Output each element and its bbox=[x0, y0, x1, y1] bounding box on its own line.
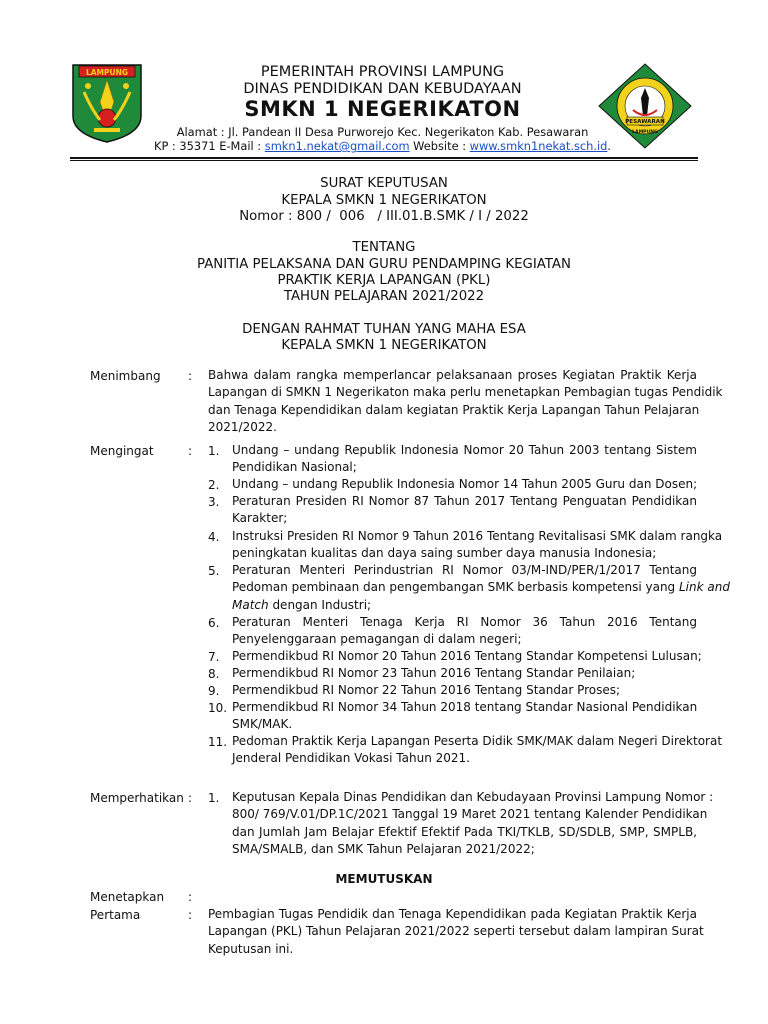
letterhead-school: SMKN 1 NEGERIKATON bbox=[244, 97, 521, 121]
list-number: 8. bbox=[208, 667, 220, 681]
contact-suffix: . bbox=[607, 139, 612, 153]
mengingat-colon: : bbox=[188, 444, 193, 458]
list-number: 5. bbox=[208, 564, 220, 578]
list-item bbox=[232, 493, 697, 528]
text-line: Permendikbud RI Nomor 23 Tahun 2016 Tentang Standar Penilaian; bbox=[232, 666, 636, 680]
contact-prefix: KP : 35371 E-Mail : bbox=[153, 139, 265, 153]
text-line bbox=[232, 579, 730, 596]
text-line: SMK/MAK. bbox=[232, 717, 293, 732]
text-line: Lapangan di SMKN 1 Negerikaton maka perlu menetapkan Pembagian tugas Pendidik bbox=[208, 385, 723, 400]
memperhatikan-text bbox=[232, 789, 714, 859]
text-line: dan Jumlah Jam Belajar Efektif Efektif Pada TKI/TKLB, SD/SDLB, SMP, SMPLB, bbox=[232, 824, 697, 839]
list-item bbox=[232, 665, 697, 682]
website-label: Website : bbox=[409, 139, 470, 153]
text-line: SMA/SMALB, dan SMK Tahun Pelajaran 2021/2022; bbox=[232, 842, 535, 857]
list-item bbox=[232, 699, 697, 734]
text-line: Instruksi Presiden RI Nomor 9 Tahun 2016 Tentang Revitalisasi SMK dalam rangka bbox=[232, 529, 723, 543]
list-number: 4. bbox=[208, 530, 220, 544]
decision-heading: MEMUTUSKAN bbox=[335, 872, 433, 886]
italic-fragment: Link and bbox=[679, 580, 730, 595]
mengingat-label: Mengingat bbox=[90, 444, 154, 458]
list-number: 3. bbox=[208, 495, 220, 509]
text-line: 800/ 769/V.01/DP.1C/2021 Tanggal 19 Maret 2021 tentang Kalender Pendidikan bbox=[232, 807, 708, 822]
letterhead-rule-thin bbox=[70, 160, 698, 161]
subject-line-1: PANITIA PELAKSANA DAN GURU PENDAMPING KEGIATAN bbox=[197, 257, 571, 272]
text-line: Undang – undang Republik Indonesia Nomor 14 Tahun 2005 Guru dan Dosen; bbox=[232, 477, 698, 491]
text-line: Pembagian Tugas Pendidik dan Tenaga Kependidikan pada Kegiatan Praktik Kerja bbox=[208, 907, 697, 921]
invocation-line-2: KEPALA SMKN 1 NEGERIKATON bbox=[281, 338, 487, 353]
text-line: Penyelenggaraan pemagangan di dalam negeri; bbox=[232, 632, 522, 647]
text-line: 2021/2022. bbox=[208, 420, 277, 435]
text-line: Peraturan Menteri Tenaga Kerja RI Nomor 36 Tahun 2016 Tentang bbox=[232, 615, 697, 629]
text-line: Permendikbud RI Nomor 20 Tahun 2016 Tentang Standar Kompetensi Lulusan; bbox=[232, 649, 702, 663]
memperhatikan-label: Memperhatikan bbox=[90, 791, 184, 805]
text-line: dan Tenaga Kependidikan dalam kegiatan Praktik Kerja Lapangan Tahun Pelajaran bbox=[208, 402, 700, 417]
subject-line-2: PRAKTIK KERJA LAPANGAN (PKL) bbox=[277, 273, 491, 288]
pertama-label: Pertama bbox=[90, 908, 141, 922]
emblem-label: LAMPUNG bbox=[85, 67, 129, 77]
text-line: Lapangan (PKL) Tahun Pelajaran 2021/2022 seperti tersebut dalam lampiran Surat bbox=[208, 924, 704, 939]
list-item bbox=[232, 682, 697, 699]
list-number: 11. bbox=[208, 735, 228, 749]
text-line: Bahwa dalam rangka memperlancar pelaksanaan proses Kegiatan Praktik Kerja bbox=[208, 368, 697, 382]
subject-heading: TENTANG bbox=[352, 240, 416, 255]
list-item bbox=[232, 528, 723, 563]
text-line: Keputusan ini. bbox=[208, 941, 294, 956]
menetapkan-label: Menetapkan bbox=[90, 890, 165, 904]
list-number: 9. bbox=[208, 684, 220, 698]
decree-title: SURAT KEPUTUSAN bbox=[320, 176, 448, 191]
subject-line-3: TAHUN PELAJARAN 2021/2022 bbox=[283, 289, 485, 304]
letterhead-government: PEMERINTAH PROVINSI LAMPUNG bbox=[260, 64, 505, 80]
text-line: Undang – undang Republik Indonesia Nomor 20 Tahun 2003 tentang Sistem bbox=[232, 443, 697, 457]
menetapkan-colon: : bbox=[188, 890, 193, 904]
text-line: Pendidikan Nasional; bbox=[232, 460, 357, 475]
pertama-text bbox=[208, 906, 704, 958]
text-line bbox=[232, 597, 697, 614]
text-line: Keputusan Kepala Dinas Pendidikan dan Kebudayaan Provinsi Lampung Nomor : bbox=[232, 790, 714, 804]
text-line: peningkatan kualitas dan daya saing sumber daya manusia Indonesia; bbox=[232, 546, 657, 561]
menimbang-label: Menimbang bbox=[90, 369, 161, 383]
list-item bbox=[232, 562, 730, 614]
letterhead-address: Alamat : Jl. Pandean II Desa Purworejo Kec. Negerikaton Kab. Pesawaran bbox=[176, 125, 589, 139]
text-line: Peraturan Menteri Perindustrian RI Nomor 03/M-IND/PER/1/2017 Tentang bbox=[232, 563, 697, 577]
list-item bbox=[232, 614, 697, 649]
text-fragment: dengan Industri; bbox=[268, 597, 372, 612]
memperhatikan-colon: : bbox=[188, 791, 193, 805]
email-link[interactable]: smkn1.nekat@gmail.com bbox=[264, 139, 410, 153]
emblem-band-label: PESAWARAN bbox=[625, 119, 665, 126]
list-item bbox=[232, 648, 702, 665]
menimbang-colon: : bbox=[188, 369, 193, 383]
decree-issuer: KEPALA SMKN 1 NEGERIKATON bbox=[281, 193, 487, 208]
emblem-bottom-label: LAMPUNG bbox=[632, 130, 658, 135]
letterhead-agency: DINAS PENDIDIKAN DAN KEBUDAYAAN bbox=[243, 81, 522, 97]
lampung-province-emblem-icon bbox=[70, 62, 144, 144]
list-item bbox=[232, 733, 723, 768]
list-number: 6. bbox=[208, 616, 220, 630]
letterhead-contact bbox=[150, 139, 615, 153]
decree-number: Nomor : 800 / 006 / III.01.B.SMK / I / 2022 bbox=[239, 209, 529, 224]
list-number: 2. bbox=[208, 478, 220, 492]
text-line: Jenderal Pendidikan Vokasi Tahun 2021. bbox=[232, 751, 470, 766]
menimbang-text bbox=[208, 367, 723, 437]
italic-fragment: Match bbox=[232, 597, 269, 612]
text-line: Peraturan Presiden RI Nomor 87 Tahun 2017 Tentang Penguatan Pendidikan bbox=[232, 494, 697, 508]
list-number: 7. bbox=[208, 650, 220, 664]
list-number: 10. bbox=[208, 701, 228, 715]
text-fragment: Pedoman pembinaan dan pengembangan SMK berbasis kompetensi yang bbox=[232, 580, 679, 595]
text-line: Permendikbud RI Nomor 22 Tahun 2016 Tentang Standar Proses; bbox=[232, 683, 621, 697]
text-line: Pedoman Praktik Kerja Lapangan Peserta Didik SMK/MAK dalam Negeri Direktorat bbox=[232, 734, 723, 748]
letterhead-rule-thick bbox=[70, 157, 698, 159]
text-line: Permendikbud RI Nomor 34 Tahun 2018 tentang Standar Nasional Pendidikan bbox=[232, 700, 698, 714]
list-item bbox=[232, 442, 697, 477]
list-item bbox=[232, 476, 697, 493]
text-line: Karakter; bbox=[232, 511, 288, 526]
list-number: 1. bbox=[208, 791, 220, 805]
list-number: 1. bbox=[208, 444, 220, 458]
invocation-line-1: DENGAN RAHMAT TUHAN YANG MAHA ESA bbox=[242, 322, 526, 337]
pertama-colon: : bbox=[188, 908, 193, 922]
website-link[interactable]: www.smkn1nekat.sch.id bbox=[469, 139, 608, 153]
